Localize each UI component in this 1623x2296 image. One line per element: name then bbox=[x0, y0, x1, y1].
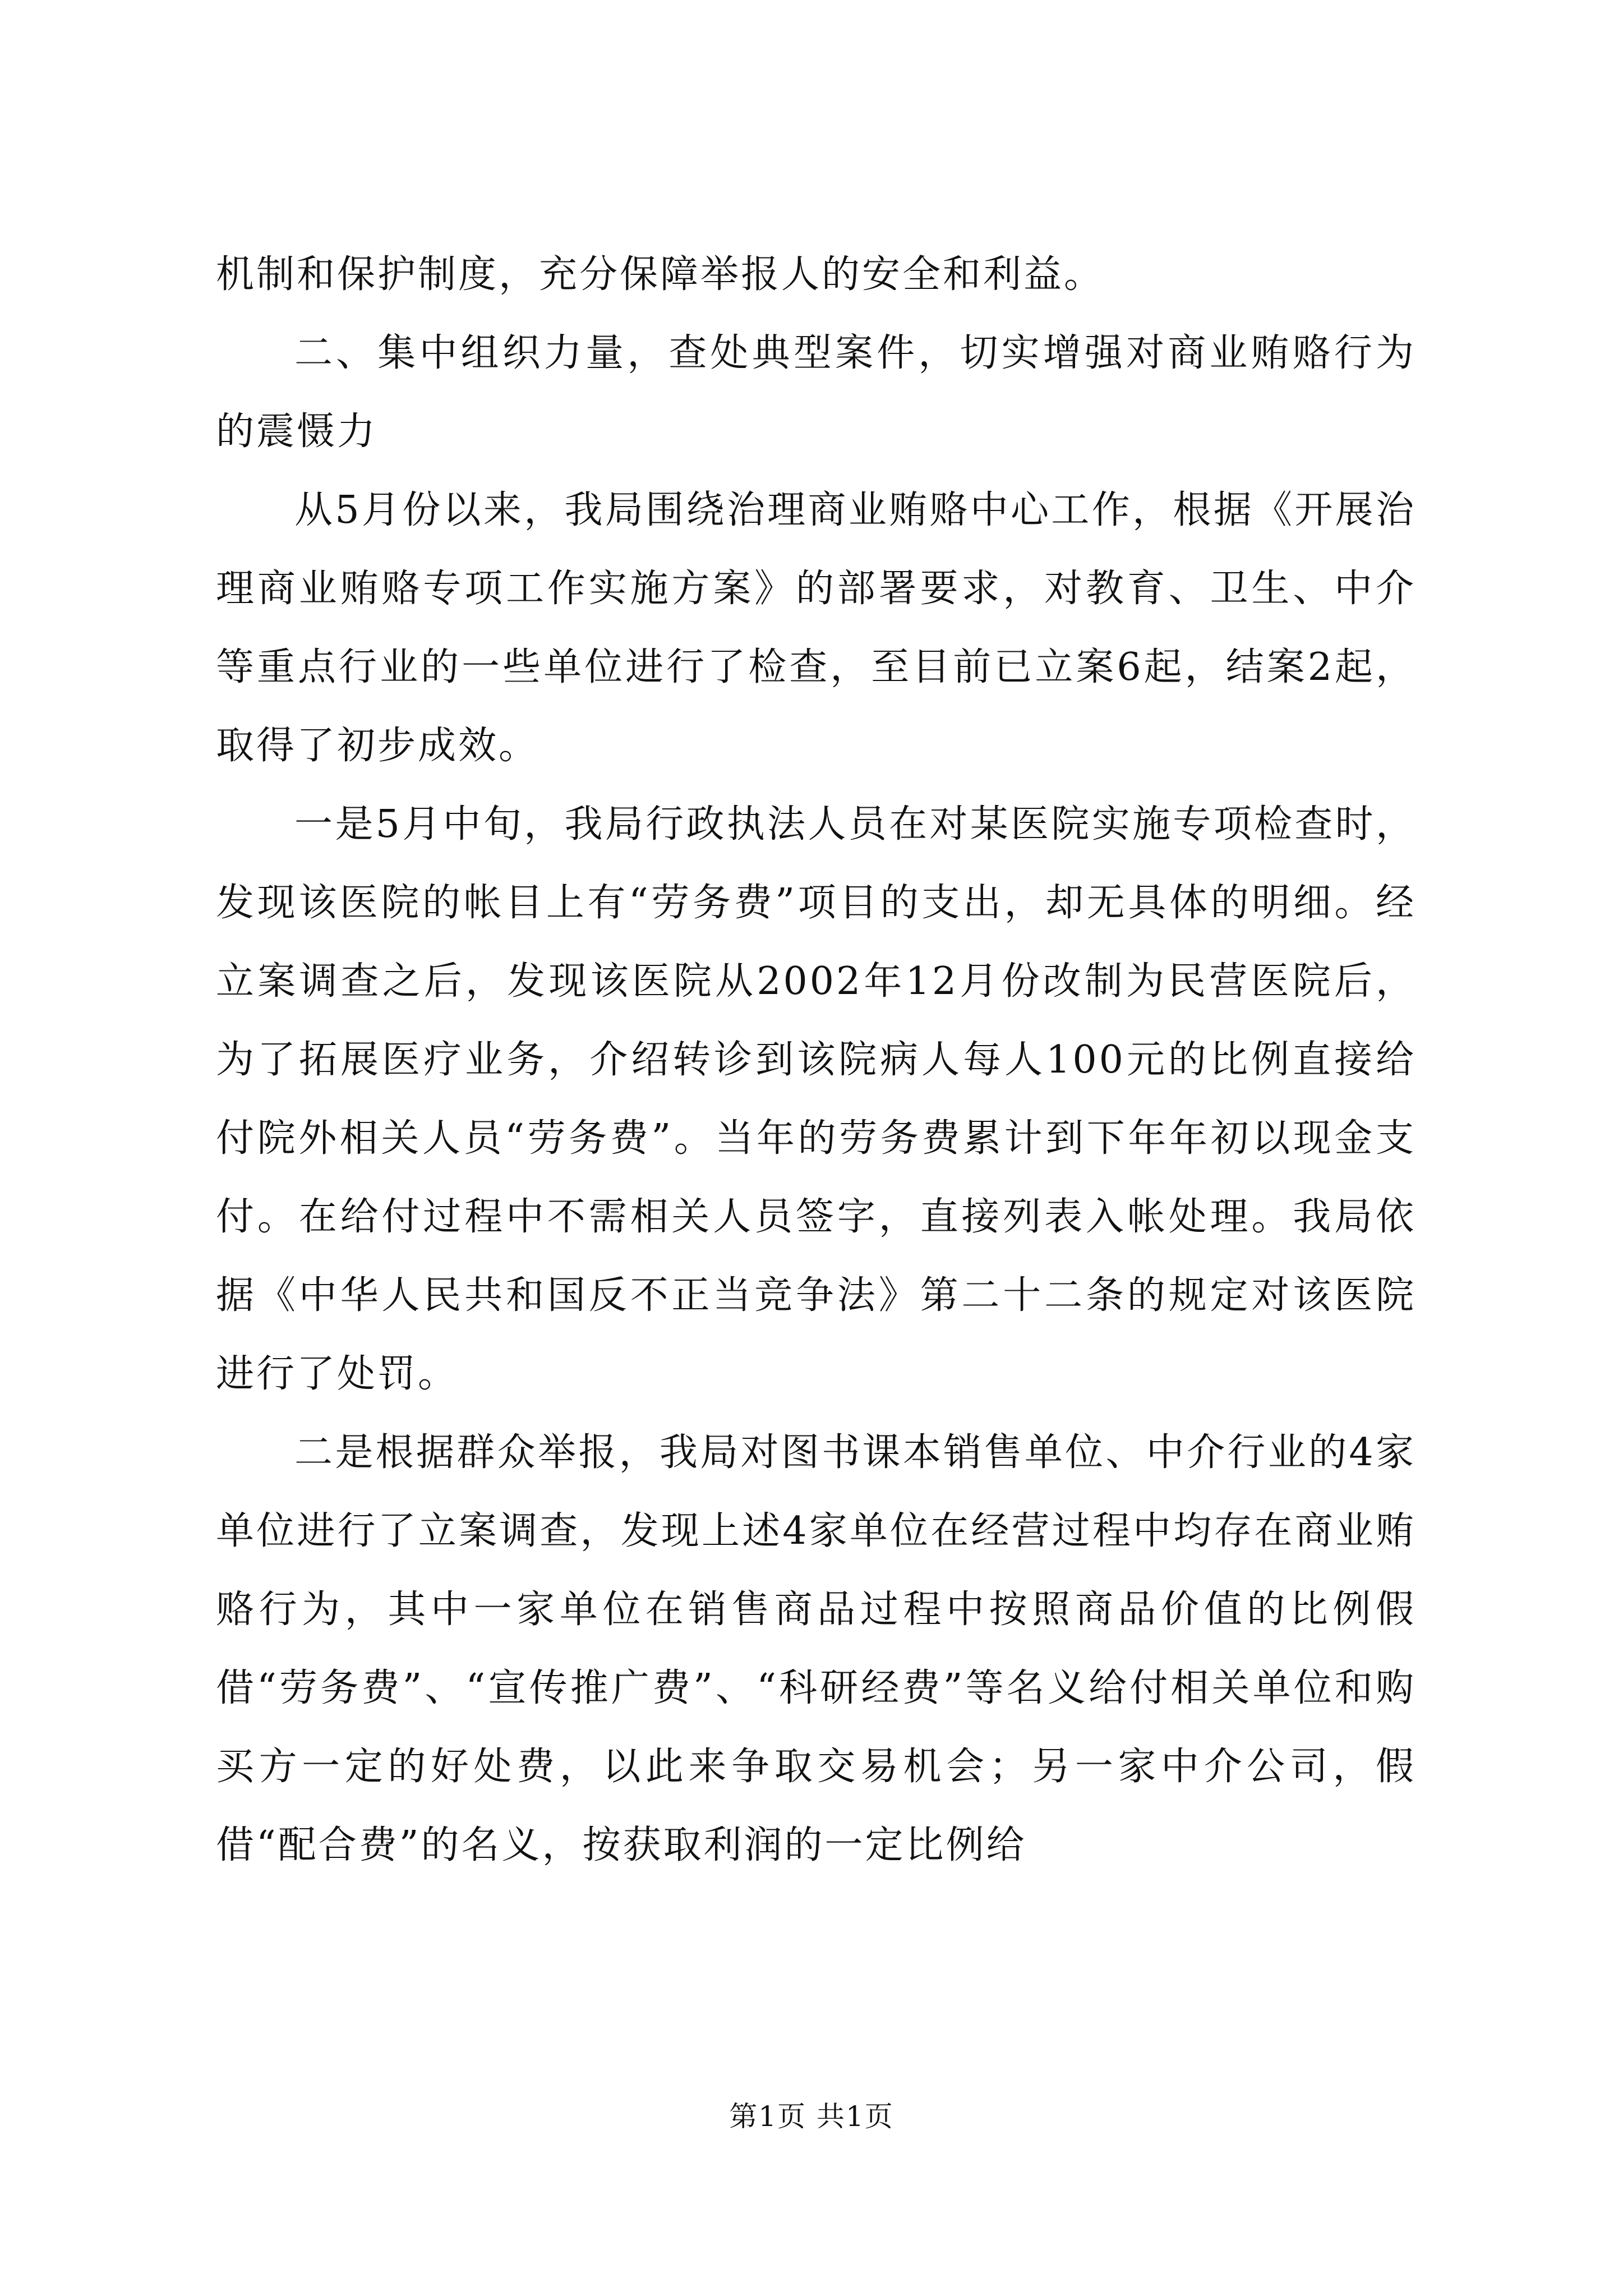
paragraph-continuation: 机制和保护制度，充分保障举报人的安全和利益。 bbox=[216, 252, 1105, 297]
section-heading: 二、集中组织力量，查处典型案件，切实增强对商业贿赂行为的震慑力 bbox=[216, 331, 1416, 454]
page-footer: 第1页 共1页 bbox=[729, 2100, 894, 2133]
document-body bbox=[216, 236, 1416, 1885]
paragraph-overview: 从5月份以来，我局围绕治理商业贿赂中心工作，根据《开展治理商业贿赂专项工作实施方案》的部署要求，对教育、卫生、中介等重点行业的一些单位进行了检查，至目前已立案6起，结案2起，取得了初步成效。 bbox=[216, 488, 1416, 768]
paragraph-case-two: 二是根据群众举报，我局对图书课本销售单位、中介行业的4家单位进行了立案调查，发现上述4家单位在经营过程中均存在商业贿赂行为，其中一家单位在销售商品过程中按照商品价值的比例假借“劳务费”、“宣传推广费”、“科研经费”等名义给付相关单位和购买方一定的好处费，以此来争取交易机会；另一家中介公司，假借“配合费”的名义，按获取利润的一定比例给 bbox=[216, 1430, 1416, 1867]
paragraph-case-one: 一是5月中旬，我局行政执法人员在对某医院实施专项检查时，发现该医院的帐目上有“劳务费”项目的支出，却无具体的明细。经立案调查之后，发现该医院从2002年12月份改制为民营医院后，为了拓展医疗业务，介绍转诊到该院病人每人100元的比例直接给付院外相关人员“劳务费”。当年的劳务费累计到下年年初以现金支付。在给付过程中不需相关人员签字，直接列表入帐处理。我局依据《中华人民共和国反不正当竞争法》第二十二条的规定对该医院进行了处罚。 bbox=[216, 802, 1416, 1396]
